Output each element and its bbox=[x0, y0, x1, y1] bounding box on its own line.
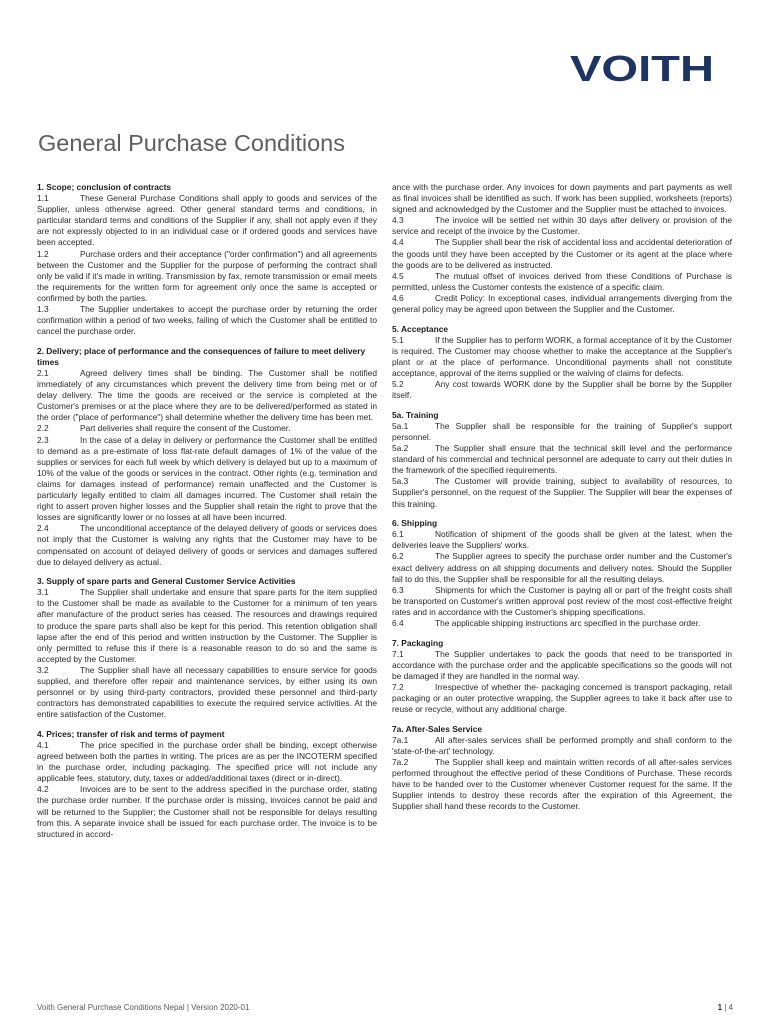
section-heading: 6. Shipping bbox=[392, 518, 438, 529]
clause-paragraph bbox=[37, 435, 377, 524]
clause-number: 5a.2 bbox=[392, 443, 409, 454]
section-heading: 5a. Training bbox=[392, 409, 439, 420]
clause-text: The Supplier undertakes to pack the goods that need to be transported in accordance with the purchase order and the applicable specifications so the goods will not be damaged if they are handled in the normal way. bbox=[392, 648, 732, 681]
clause-text: The Supplier shall ensure that the technical skill level and the performance standard of his commercial and technical personnel are adequate to carry out their duties in the framework of the specified requirements. bbox=[392, 443, 732, 476]
clause-number: 4.6 bbox=[392, 292, 404, 303]
clause-paragraph bbox=[392, 529, 732, 551]
clause-number: 2.2 bbox=[37, 423, 49, 434]
clause-text: The Supplier shall undertake and ensure that spare parts for the item supplied to the Customer shall be made as available to the Customer for a minimum of ten years after manufacture of the product series has ceased. The resources and drawings required to produce the spare parts shall also be kept for this period. This retention obligation shall lapse after the end of this period and written instruction by the Customer. The Supplier is only permitted to refuse this if there is a reasonable reason to do so and the same is accepted by the Customer. bbox=[37, 587, 377, 664]
clause-number: 6.4 bbox=[392, 617, 404, 628]
clause-number: 7a.2 bbox=[392, 757, 409, 767]
clause-number: 4.2 bbox=[37, 784, 49, 795]
clause-number: 4.4 bbox=[392, 237, 404, 248]
section-heading: 5. Acceptance bbox=[392, 323, 449, 334]
clause-number: 4.1 bbox=[37, 740, 49, 750]
clause-text: The Supplier shall be responsible for the training of Supplier's support personnel. bbox=[392, 420, 732, 442]
clause-paragraph bbox=[392, 271, 732, 293]
page-title: General Purchase Conditions bbox=[38, 130, 345, 156]
clause-text: The Supplier shall have all necessary capabilities to ensure service for goods supplied, and therefore offer repair and maintenance services, by either using its own personnel or by using third-party contractors, provided these personnel and third-party contractors has demonstrated capabilities to execute the required service activities. At the entire satisfaction of the Customer. bbox=[37, 664, 377, 720]
section bbox=[392, 410, 732, 510]
clause-number: 6.1 bbox=[392, 529, 404, 540]
footer-text: Voith General Purchase Conditions Nepal | Version 2020-01 bbox=[37, 1003, 250, 1012]
section-heading: 1. Scope; conclusion of contracts bbox=[37, 182, 172, 192]
clause-paragraph bbox=[392, 649, 732, 682]
clause-paragraph bbox=[392, 215, 732, 237]
section-heading: 4. Prices; transfer of risk and terms of payment bbox=[37, 728, 225, 739]
clause-paragraph bbox=[392, 182, 732, 215]
clause-number: 5a.3 bbox=[392, 476, 409, 487]
clause-text: Purchase orders and their acceptance ("order confirmation") and all agreements between the Customer and the Supplier for the purpose of performing the contract shall only be valid if it's made in writing. Transmission by fax, remote transmission or email meets the requirements for the written form for agreement only once the same is accepted or confirmed by both the parties. bbox=[37, 248, 377, 303]
clause-paragraph bbox=[392, 476, 732, 509]
clause-text: If the Supplier has to perform WORK, a formal acceptance of it by the Customer is required. The Customer may choose whether to make the acceptance at the Supplier's plant or at the place of performance. Unconditional payments shall not constitute acceptance, approval of the items supplied or the waiving of claims for defects. bbox=[392, 334, 732, 378]
clause-paragraph bbox=[392, 443, 732, 476]
clause-text: The applicable shipping instructions arc specified in the purchase order. bbox=[435, 617, 701, 628]
voith-logo bbox=[570, 50, 715, 86]
clause-text: All after-sales services shall be performed promptly and shall conform to the 'state-of-the-art' technology. bbox=[392, 734, 732, 756]
clause-paragraph bbox=[37, 740, 377, 784]
clause-paragraph bbox=[392, 757, 732, 812]
section bbox=[37, 576, 377, 720]
page-separator: | bbox=[722, 1003, 729, 1012]
clause-paragraph bbox=[392, 237, 732, 270]
section bbox=[37, 346, 377, 568]
section bbox=[37, 729, 377, 840]
clause-paragraph bbox=[392, 735, 732, 757]
clause-paragraph bbox=[392, 379, 732, 401]
clause-text: Credit Policy: In exceptional cases, individual arrangements diverging from the general policy may be agreed upon between the Supplier and the Customer. bbox=[392, 292, 732, 315]
clause-paragraph bbox=[37, 368, 377, 423]
clause-paragraph bbox=[37, 523, 377, 567]
clause-paragraph bbox=[392, 421, 732, 443]
section bbox=[392, 724, 732, 813]
page-total: 4 bbox=[728, 1003, 733, 1012]
section-heading: 2. Delivery; place of performance and the consequences of failure to meet delivery times bbox=[37, 345, 366, 367]
clause-text: Agreed delivery times shall be binding. The Customer shall be notified immediately of any circumstances which prevent the delivery time from being met or of delay delivery. The time the goods are received or the service is completed at the Customer's premises or at the place where they are to be delivered/performed as stated in the order ("place of performance") shall determine whether the delivery time has been met. bbox=[37, 368, 377, 423]
clause-number: 3.2 bbox=[37, 664, 49, 675]
clause-number: 6.3 bbox=[392, 584, 404, 595]
clause-text: Invoices are to be sent to the address specified in the purchase order, stating the purchase order number. If the purchase order is missing, invoices cannot be paid and will be returned to the Supplier; the Customer shall not be responsible for delays resulting from this. A separate invoice shall be issued for each purchase order. The invoice is to be structured in accord- bbox=[37, 784, 377, 839]
clause-number: 5.1 bbox=[392, 334, 404, 345]
clause-number: 4.5 bbox=[392, 270, 404, 281]
clause-number: 1.2 bbox=[37, 248, 49, 259]
clause-text: ance with the purchase order. Any invoices for down payments and part payments as well as final invoices shall be identified as such. If work has been supplied, worksheets (reports) signed and acknowledged by the Customer and the Supplier must be attached to invoices. bbox=[392, 182, 732, 215]
clause-text: These General Purchase Conditions shall apply to goods and services of the Supplier, unless otherwise agreed. Other general standard terms and conditions, in particular standard terms and conditions of the Supplier if any, shall not apply even if they are not expressly objected to in an individual case or if ordered goods and services have been accepted. bbox=[37, 193, 377, 248]
clause-number: 7.1 bbox=[392, 648, 404, 659]
clause-paragraph bbox=[392, 335, 732, 379]
clause-number: 2.3 bbox=[37, 434, 49, 445]
clause-paragraph bbox=[37, 423, 377, 434]
clause-text: Shipments for which the Customer is paying all or part of the freight costs shall be transported on Customer's written approval post review of the most cost-effective freight rates and in accordance with the Customer's shipping specifications. bbox=[392, 584, 732, 617]
section-heading: 7a. After-Sales Service bbox=[392, 723, 483, 734]
right-column bbox=[392, 182, 732, 821]
clause-number: 1.1 bbox=[37, 193, 49, 204]
clause-number: 2.1 bbox=[37, 368, 49, 378]
logo-text: VOITH bbox=[570, 50, 714, 86]
page-number bbox=[718, 1003, 733, 1012]
clause-paragraph bbox=[392, 682, 732, 715]
clause-text: Part deliveries shall require the consent of the Customer. bbox=[80, 423, 291, 434]
clause-paragraph bbox=[37, 249, 377, 304]
section bbox=[392, 518, 732, 629]
clause-text: Irrespective of whether the- packaging concerned is transport packaging, retail packaging or an outer protective wrapping, the Supplier agrees to take it back after use to reuse or recycle, without any additional charge. bbox=[392, 681, 732, 715]
clause-number: 7a.1 bbox=[392, 734, 409, 745]
section bbox=[392, 324, 732, 402]
clause-text: In the case of a delay in delivery or performance the Customer shall be entitled to demand as a pre-estimate of loss flat-rate default damages of 1% of the value of the supplies or services for each full week by which delivery is delayed but up to a maximum of 10% of the value of the goods or services in the contract. Other rights (e.g. termination and claims for damages instead of performance) remain unaffected and the Customer is particularly legally entitled to claim all damages incurred. The Customer shall retain the right to assert proven higher losses and the Supplier shall retain the right to prove that the losses are significantly lower or no losses at all have been incurred. bbox=[37, 434, 377, 523]
clause-paragraph bbox=[392, 293, 732, 315]
section bbox=[392, 182, 732, 315]
section bbox=[392, 638, 732, 716]
left-column bbox=[37, 182, 377, 848]
clause-number: 3.1 bbox=[37, 587, 49, 598]
section-heading: 3. Supply of spare parts and General Customer Service Activities bbox=[37, 576, 296, 587]
clause-text: The price specified in the purchase order shall be binding, except otherwise agreed between both the parties in writing. The prices are as per the INCOTERM specified in the purchase order, including packaging. The specified price will not include any applicable fees, statutory, duty, taxes or added/additional taxes (direct or in-direct). bbox=[37, 740, 377, 784]
clause-paragraph bbox=[37, 193, 377, 248]
clause-paragraph bbox=[37, 304, 377, 337]
clause-text: The Supplier shall bear the risk of accidental loss and accidental deterioration of the goods until they have been accepted by the Customer or its agent at the place where the goods are to be delivered as instructed. bbox=[392, 237, 732, 270]
clause-text: The invoice will be settled net within 30 days after delivery or provision of the service and receipt of the invoice by the Customer. bbox=[392, 215, 732, 237]
clause-text: Any cost towards WORK done by the Supplier shall be borne by the Supplier itself. bbox=[392, 379, 732, 401]
clause-paragraph bbox=[392, 585, 732, 618]
clause-text: Notification of shipment of the goods shall be given at the latest, when the deliveries leave the Suppliers' works. bbox=[392, 529, 732, 551]
clause-text: The Supplier agrees to specify the purchase order number and the Customer's exact delivery address on all shipping documents and delivery notes. Should the Supplier fail to do this, the Supplier shall be responsible for all the resulting delays. bbox=[392, 551, 732, 584]
clause-paragraph bbox=[37, 784, 377, 839]
section-heading: 7. Packaging bbox=[392, 637, 444, 648]
section bbox=[37, 182, 377, 337]
clause-text: The Supplier undertakes to accept the purchase order by returning the order confirmation within a period of two weeks, failing of which the Customer shall be entitled to cancel the purchase order. bbox=[37, 304, 377, 337]
clause-text: The mutual offset of invoices derived from these Conditions of Purchase is permitted, unless the Customer contests the existence of a specific claim. bbox=[392, 270, 732, 292]
clause-number: 5.2 bbox=[392, 379, 404, 390]
clause-text: The Supplier shall keep and maintain written records of all after-sales services performed throughout the effective period of these Conditions of Purchase. These records have to be handed over to the Customer whenever Customer request for the same. If the Supplier intends to destroy these records after the expiration of this Agreement, the Supplier shall hand these records to the Customer. bbox=[392, 757, 732, 812]
clause-text: The Customer will provide training, subject to availability of resources, to Supplier's personnel, on the request of the Supplier. The Supplier will bear the expenses of this training. bbox=[392, 476, 732, 509]
clause-number: 5a.1 bbox=[392, 420, 409, 431]
clause-paragraph bbox=[37, 587, 377, 665]
clause-paragraph bbox=[392, 551, 732, 584]
clause-number: 7.2 bbox=[392, 681, 404, 692]
clause-number: 6.2 bbox=[392, 551, 404, 562]
clause-paragraph bbox=[37, 665, 377, 720]
clause-number: 4.3 bbox=[392, 215, 404, 226]
clause-paragraph bbox=[392, 618, 732, 629]
clause-number: 2.4 bbox=[37, 523, 49, 534]
clause-number: 1.3 bbox=[37, 304, 49, 315]
page-current: 1 bbox=[717, 1003, 723, 1012]
clause-text: The unconditional acceptance of the delayed delivery of goods or services does not imply that the Customer is waiving any rights that the Customer may have to be compensated on account of delayed delivery of goods or services and damages suffered due to delayed delivery as actual. bbox=[37, 523, 377, 567]
